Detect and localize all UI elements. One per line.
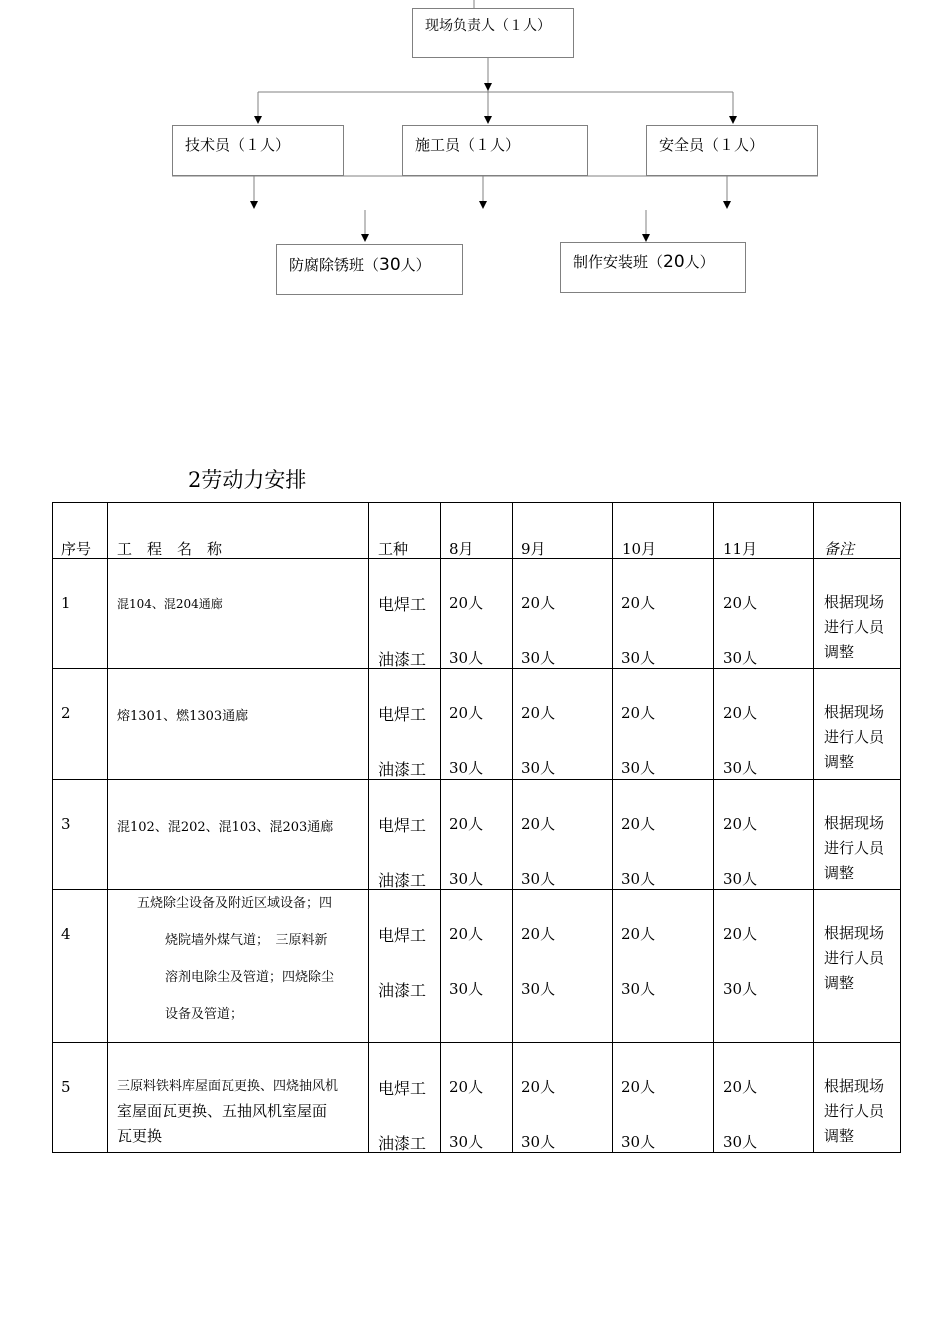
row3-seq-cell [53, 780, 108, 890]
row3-m8-b: 30人 [449, 870, 484, 888]
row4-remark-line: 调整 [824, 974, 855, 992]
row3-m10-b: 30人 [621, 870, 656, 888]
header-seq: 序号 [61, 540, 92, 558]
row2-project-cell [108, 669, 369, 780]
row5-m9-a: 20人 [521, 1078, 556, 1096]
row3-project: 混102、混202、混103、混203通廊 [117, 820, 334, 835]
row2-m9-cell [513, 669, 613, 780]
row5-remark-line: 调整 [824, 1127, 855, 1145]
org-safety-label: 安全员（１人） [659, 136, 765, 154]
row5-seq: 5 [61, 1078, 71, 1096]
row2-m11-b: 30人 [723, 759, 758, 777]
row4-m9-cell [513, 890, 613, 1043]
row4-trade-a: 电焊工 [378, 926, 427, 945]
row5-project [117, 1074, 338, 1149]
row4-m10-a: 20人 [621, 925, 656, 943]
row3-project-cell [108, 780, 369, 890]
row2-remark [824, 700, 884, 775]
row1-remark-cell [814, 559, 901, 669]
row1-m9-cell [513, 559, 613, 669]
header-project: 工 程 名 称 [117, 540, 223, 558]
org-box-install-team [560, 242, 746, 293]
row4-seq: 4 [61, 925, 71, 943]
row4-m11-a: 20人 [723, 925, 758, 943]
org-box-technician [172, 125, 344, 176]
row1-m11-a: 20人 [723, 594, 758, 612]
header-cell-project [108, 503, 369, 559]
row5-m10-cell [613, 1043, 714, 1153]
row5-seq-cell [53, 1043, 108, 1153]
row4-trade-cell [369, 890, 441, 1043]
header-cell-m10 [613, 503, 714, 559]
org-anticorrosion-label [289, 254, 431, 275]
row2-m8-a: 20人 [449, 704, 484, 722]
row5-project-line: 室屋面瓦更换、五抽风机室屋面 [117, 1102, 328, 1120]
org-box-constructor [402, 125, 588, 176]
row1-project-cell [108, 559, 369, 669]
table-row [53, 1043, 901, 1153]
org-technician-label: 技术员（１人） [185, 136, 291, 154]
row1-m11-cell [714, 559, 814, 669]
row5-m10-a: 20人 [621, 1078, 656, 1096]
row5-m9-cell [513, 1043, 613, 1153]
row5-remark-line: 进行人员 [824, 1102, 885, 1120]
row5-m10-b: 30人 [621, 1133, 656, 1151]
row2-m8-b: 30人 [449, 759, 484, 777]
row1-m9-b: 30人 [521, 649, 556, 667]
org-constructor-label: 施工员（１人） [415, 136, 521, 154]
row3-remark-cell [814, 780, 901, 890]
org-install-count: 20 [663, 252, 685, 272]
row4-m9-a: 20人 [521, 925, 556, 943]
row1-m10-b: 30人 [621, 649, 656, 667]
row3-remark-line: 调整 [824, 864, 855, 882]
row2-m11-cell [714, 669, 814, 780]
header-cell-remark [814, 503, 901, 559]
org-box-safety [646, 125, 818, 176]
row2-m9-b: 30人 [521, 759, 556, 777]
row4-project-line: 烧院墙外煤气道； 三原料新 [165, 933, 328, 948]
row1-remark-line: 根据现场 [824, 593, 885, 611]
row5-m9-b: 30人 [521, 1133, 556, 1151]
row5-m11-b: 30人 [723, 1133, 758, 1151]
row1-m9-a: 20人 [521, 594, 556, 612]
row5-m8-b: 30人 [449, 1133, 484, 1151]
table-header-row [53, 503, 901, 559]
row5-project-cell [108, 1043, 369, 1153]
row4-m9-b: 30人 [521, 980, 556, 998]
row2-seq: 2 [61, 704, 71, 722]
header-m9: 9月 [521, 540, 546, 558]
row4-m8-b: 30人 [449, 980, 484, 998]
row3-m9-b: 30人 [521, 870, 556, 888]
row5-trade-a: 电焊工 [378, 1079, 427, 1098]
row1-project: 混104、混204通廊 [117, 597, 223, 611]
header-m10: 10月 [622, 540, 657, 558]
section-title: 2劳动力安排 [188, 468, 307, 492]
row2-seq-cell [53, 669, 108, 780]
row5-m11-cell [714, 1043, 814, 1153]
header-cell-trade [369, 503, 441, 559]
row2-remark-line: 调整 [824, 753, 855, 771]
row3-remark-line: 根据现场 [824, 814, 885, 832]
header-m8: 8月 [449, 540, 474, 558]
row4-m8-cell [441, 890, 513, 1043]
row1-seq-cell [53, 559, 108, 669]
row3-m11-b: 30人 [723, 870, 758, 888]
row4-m8-a: 20人 [449, 925, 484, 943]
row5-trade-cell [369, 1043, 441, 1153]
row2-remark-cell [814, 669, 901, 780]
row1-remark [824, 590, 884, 665]
org-box-anticorrosion-team [276, 244, 463, 295]
header-cell-m8 [441, 503, 513, 559]
table-row [53, 890, 901, 1043]
row3-m9-cell [513, 780, 613, 890]
row1-m8-a: 20人 [449, 594, 484, 612]
row2-m9-a: 20人 [521, 704, 556, 722]
org-install-suffix: 人） [684, 253, 715, 271]
row1-seq: 1 [61, 594, 71, 612]
row4-m10-b: 30人 [621, 980, 656, 998]
row4-remark-cell [814, 890, 901, 1043]
row4-m11-b: 30人 [723, 980, 758, 998]
org-manager-label: 现场负责人（１人） [425, 18, 551, 34]
row5-project-line: 三原料铁料库屋面瓦更换、四烧抽风机 [117, 1079, 339, 1094]
row1-m10-cell [613, 559, 714, 669]
row2-m8-cell [441, 669, 513, 780]
row5-m8-a: 20人 [449, 1078, 484, 1096]
row3-m11-cell [714, 780, 814, 890]
table-row [53, 559, 901, 669]
row2-m10-b: 30人 [621, 759, 656, 777]
row5-m8-cell [441, 1043, 513, 1153]
row3-trade-b: 油漆工 [378, 871, 427, 890]
row5-remark [824, 1074, 884, 1149]
org-anticorrosion-suffix: 人） [400, 256, 431, 274]
org-install-label [573, 251, 715, 272]
row5-project-line: 瓦更换 [117, 1127, 163, 1145]
row3-m11-a: 20人 [723, 815, 758, 833]
row1-m11-b: 30人 [723, 649, 758, 667]
header-m11: 11月 [723, 540, 758, 558]
row1-trade-cell [369, 559, 441, 669]
header-trade: 工种 [378, 540, 409, 558]
row1-m10-a: 20人 [621, 594, 656, 612]
row3-m9-a: 20人 [521, 815, 556, 833]
row5-remark-cell [814, 1043, 901, 1153]
org-anticorrosion-count: 30 [379, 255, 401, 275]
row1-trade-b: 油漆工 [378, 650, 427, 669]
row2-m10-cell [613, 669, 714, 780]
row1-remark-line: 进行人员 [824, 618, 885, 636]
row1-m8-b: 30人 [449, 649, 484, 667]
row4-remark [824, 921, 884, 996]
row3-remark [824, 811, 884, 886]
row3-remark-line: 进行人员 [824, 839, 885, 857]
row2-trade-a: 电焊工 [378, 705, 427, 724]
row4-trade-b: 油漆工 [378, 981, 427, 1000]
row4-remark-line: 根据现场 [824, 924, 885, 942]
org-box-manager [412, 8, 574, 58]
row3-m10-cell [613, 780, 714, 890]
row1-m8-cell [441, 559, 513, 669]
row2-trade-cell [369, 669, 441, 780]
header-cell-m11 [714, 503, 814, 559]
row4-project-line: 溶剂电除尘及管道；四烧除尘 [165, 970, 335, 985]
row1-remark-line: 调整 [824, 643, 855, 661]
row3-m8-a: 20人 [449, 815, 484, 833]
labor-table [52, 502, 901, 1153]
row4-project-line: 五烧除尘设备及附近区域设备；四 [137, 896, 333, 911]
header-remark: 备注 [824, 540, 855, 558]
org-anticorrosion-name: 防腐除锈班（ [289, 256, 380, 274]
row4-project-cell [108, 890, 369, 1043]
row5-m11-a: 20人 [723, 1078, 758, 1096]
table-row [53, 780, 901, 890]
row4-seq-cell [53, 890, 108, 1043]
org-install-name: 制作安装班（ [573, 253, 664, 271]
row3-seq: 3 [61, 815, 71, 833]
row4-m10-cell [613, 890, 714, 1043]
header-cell-seq [53, 503, 108, 559]
row3-trade-cell [369, 780, 441, 890]
row4-remark-line: 进行人员 [824, 949, 885, 967]
row2-m10-a: 20人 [621, 704, 656, 722]
row5-remark-line: 根据现场 [824, 1077, 885, 1095]
row2-project: 熔1301、燃1303通廊 [117, 709, 249, 724]
row1-trade-a: 电焊工 [378, 595, 427, 614]
row2-remark-line: 进行人员 [824, 728, 885, 746]
row2-trade-b: 油漆工 [378, 760, 427, 779]
row5-trade-b: 油漆工 [378, 1134, 427, 1153]
row4-m11-cell [714, 890, 814, 1043]
table-row [53, 669, 901, 780]
row2-m11-a: 20人 [723, 704, 758, 722]
row3-m8-cell [441, 780, 513, 890]
header-cell-m9 [513, 503, 613, 559]
row3-m10-a: 20人 [621, 815, 656, 833]
row3-trade-a: 电焊工 [378, 816, 427, 835]
row4-project-line: 设备及管道； [165, 1007, 244, 1022]
row2-remark-line: 根据现场 [824, 703, 885, 721]
